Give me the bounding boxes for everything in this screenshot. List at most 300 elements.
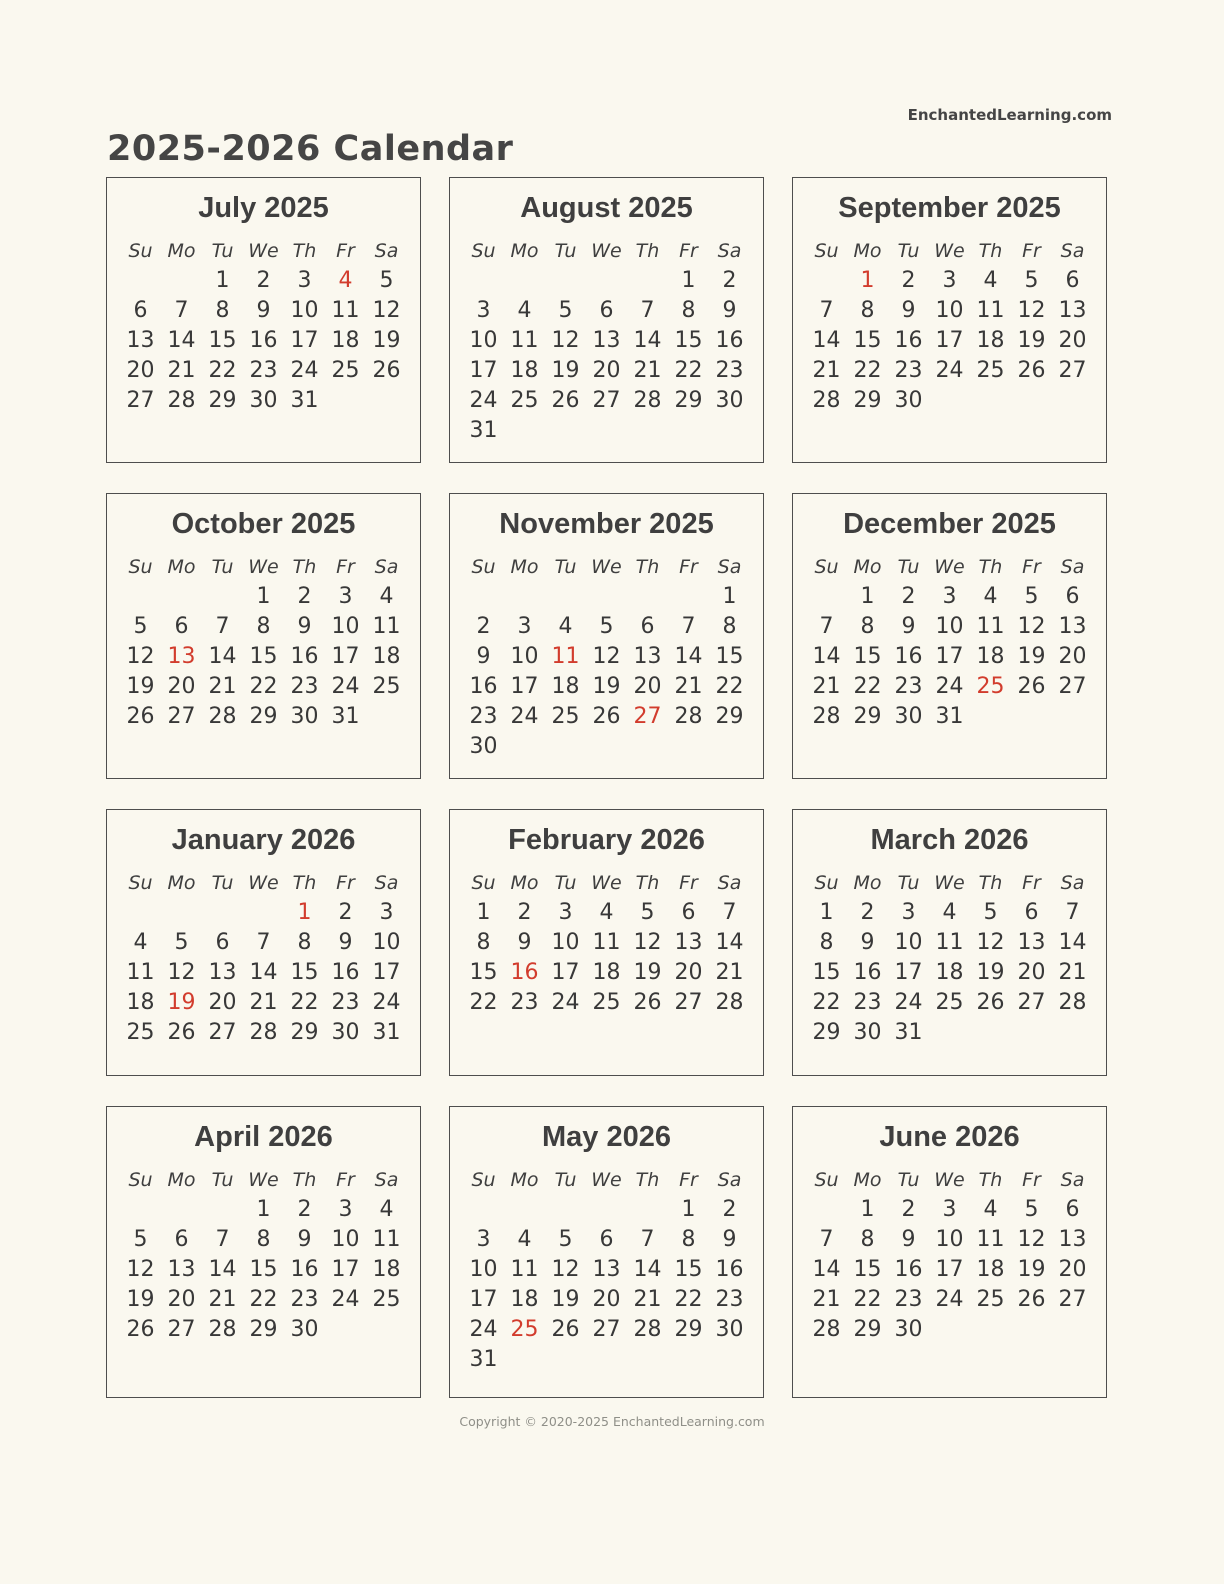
weekday-label: Th [292, 871, 317, 894]
day-cell: 17 [469, 357, 498, 383]
day-cell: 16 [469, 673, 498, 699]
day-cell: 13 [674, 929, 703, 955]
day-cell: 21 [812, 357, 841, 383]
day-cell: 10 [894, 929, 923, 955]
day-cell: 17 [935, 327, 964, 353]
day-cell: 2 [722, 1196, 737, 1222]
weekday-label: Sa [1060, 555, 1085, 578]
day-cell: 20 [1058, 643, 1087, 669]
day-cell: 21 [715, 959, 744, 985]
day-cell: 3 [379, 899, 394, 925]
day-cell: 11 [976, 297, 1005, 323]
day-cell: 10 [510, 643, 539, 669]
empty-day-cell [202, 1195, 243, 1225]
day-cell: 29 [853, 1316, 882, 1342]
day-cell: 18 [592, 959, 621, 985]
day-cell: 24 [290, 357, 319, 383]
day-cell: 25 [592, 989, 621, 1015]
day-cell: 12 [1017, 1226, 1046, 1252]
weekday-label: Sa [374, 239, 399, 262]
day-cell: 3 [338, 1196, 353, 1222]
day-cell: 27 [167, 1316, 196, 1342]
day-cell: 1 [476, 899, 491, 925]
weekday-label: Tu [897, 1168, 920, 1191]
day-cell: 1 [819, 899, 834, 925]
month-title: August 2025 [520, 192, 693, 224]
weekday-label: Mo [510, 555, 539, 578]
site-name-link[interactable]: EnchantedLearning.com [907, 106, 1112, 124]
weekday-label: Tu [554, 1168, 577, 1191]
weekday-label: We [248, 871, 279, 894]
day-cell: 15 [812, 959, 841, 985]
day-cell: 3 [338, 583, 353, 609]
weekday-label: We [591, 555, 622, 578]
day-cell: 22 [674, 1286, 703, 1312]
day-cell: 18 [372, 643, 401, 669]
month-day-grid [806, 552, 1093, 732]
day-cell: 9 [297, 1226, 312, 1252]
day-cell: 22 [249, 673, 278, 699]
day-cell: 15 [853, 643, 882, 669]
day-cell: 18 [331, 327, 360, 353]
day-cell: 1 [256, 1196, 271, 1222]
day-cell: 16 [853, 959, 882, 985]
day-cell: 22 [290, 989, 319, 1015]
empty-day-cell [806, 1195, 847, 1225]
weekday-label: We [248, 1168, 279, 1191]
day-cell: 5 [640, 899, 655, 925]
day-cell: 22 [853, 1286, 882, 1312]
day-cell: 23 [853, 989, 882, 1015]
weekday-label: Mo [510, 239, 539, 262]
day-cell: 4 [517, 1226, 532, 1252]
day-cell: 12 [1017, 297, 1046, 323]
day-cell: 10 [331, 1226, 360, 1252]
day-cell: 24 [372, 989, 401, 1015]
day-cell: 1 [256, 583, 271, 609]
day-cell: 11 [510, 1256, 539, 1282]
day-cell: 8 [681, 1226, 696, 1252]
month-calendar-march-2026 [792, 809, 1107, 1076]
day-cell: 27 [1017, 989, 1046, 1015]
day-cell: 24 [935, 673, 964, 699]
day-cell: 13 [1058, 1226, 1087, 1252]
day-cell: 5 [599, 613, 614, 639]
day-cell: 26 [167, 1019, 196, 1045]
weekday-label: Su [128, 1168, 153, 1191]
day-cell: 12 [551, 327, 580, 353]
day-cell: 7 [215, 613, 230, 639]
month-calendar-september-2025 [792, 177, 1107, 463]
weekday-label: Fr [336, 555, 355, 578]
day-cell: 5 [379, 267, 394, 293]
day-cell: 22 [853, 357, 882, 383]
day-cell: 14 [249, 959, 278, 985]
empty-day-cell [545, 266, 586, 296]
day-cell: 26 [592, 703, 621, 729]
day-cell: 5 [133, 1226, 148, 1252]
day-cell: 29 [249, 1316, 278, 1342]
day-cell: 14 [1058, 929, 1087, 955]
day-cell: 28 [812, 1316, 841, 1342]
day-cell: 3 [297, 267, 312, 293]
day-cell: 29 [674, 387, 703, 413]
day-cell: 10 [935, 613, 964, 639]
weekday-label: We [591, 1168, 622, 1191]
empty-day-cell [504, 582, 545, 612]
day-cell: 4 [599, 899, 614, 925]
day-cell: 5 [983, 899, 998, 925]
day-cell: 17 [935, 643, 964, 669]
day-cell: 24 [469, 1316, 498, 1342]
day-cell: 14 [208, 1256, 237, 1282]
day-cell: 12 [633, 929, 662, 955]
weekday-label: Sa [717, 1168, 742, 1191]
day-cell: 30 [469, 733, 498, 759]
month-day-grid [120, 1165, 407, 1345]
day-cell: 21 [167, 357, 196, 383]
day-cell: 11 [372, 613, 401, 639]
day-cell: 11 [592, 929, 621, 955]
month-calendar-june-2026 [792, 1106, 1107, 1398]
day-cell: 5 [1024, 267, 1039, 293]
day-cell: 18 [510, 357, 539, 383]
day-cell: 23 [290, 1286, 319, 1312]
day-cell: 6 [681, 899, 696, 925]
day-cell: 21 [674, 673, 703, 699]
day-cell: 11 [976, 1226, 1005, 1252]
weekday-label: Mo [167, 239, 196, 262]
day-cell: 9 [338, 929, 353, 955]
month-calendar-january-2026 [106, 809, 421, 1076]
weekday-label: Sa [717, 239, 742, 262]
weekday-label: Mo [167, 555, 196, 578]
day-cell: 3 [942, 267, 957, 293]
day-cell: 28 [715, 989, 744, 1015]
day-cell: 23 [715, 357, 744, 383]
month-day-grid [463, 552, 750, 762]
day-cell: 19 [1017, 1256, 1046, 1282]
day-cell: 23 [510, 989, 539, 1015]
day-cell: 16 [894, 643, 923, 669]
day-cell: 13 [1058, 297, 1087, 323]
empty-day-cell [806, 582, 847, 612]
day-cell: 15 [853, 327, 882, 353]
weekday-label: Th [635, 871, 660, 894]
day-cell: 24 [469, 387, 498, 413]
day-cell: 6 [599, 297, 614, 323]
day-cell: 28 [633, 387, 662, 413]
day-cell: 30 [331, 1019, 360, 1045]
day-cell: 18 [935, 959, 964, 985]
day-cell: 2 [297, 583, 312, 609]
day-cell: 9 [860, 929, 875, 955]
day-cell: 31 [894, 1019, 923, 1045]
day-cell: 19 [1017, 327, 1046, 353]
day-cell: 2 [901, 1196, 916, 1222]
empty-day-cell [120, 1195, 161, 1225]
month-calendar-november-2025 [449, 493, 764, 779]
day-cell: 4 [983, 1196, 998, 1222]
day-cell: 28 [1058, 989, 1087, 1015]
holiday-day-cell: 11 [551, 643, 580, 669]
weekday-label: Fr [679, 555, 698, 578]
day-cell: 3 [476, 297, 491, 323]
day-cell: 27 [592, 387, 621, 413]
day-cell: 9 [901, 297, 916, 323]
day-cell: 27 [208, 1019, 237, 1045]
day-cell: 22 [853, 673, 882, 699]
day-cell: 19 [126, 1286, 155, 1312]
day-cell: 7 [640, 297, 655, 323]
day-cell: 10 [469, 327, 498, 353]
empty-day-cell [161, 1195, 202, 1225]
day-cell: 29 [715, 703, 744, 729]
weekday-label: We [248, 239, 279, 262]
holiday-day-cell: 1 [297, 899, 312, 925]
day-cell: 26 [126, 703, 155, 729]
day-cell: 20 [674, 959, 703, 985]
day-cell: 26 [633, 989, 662, 1015]
day-cell: 2 [901, 267, 916, 293]
day-cell: 11 [331, 297, 360, 323]
weekday-label: Th [292, 555, 317, 578]
day-cell: 8 [256, 1226, 271, 1252]
day-cell: 2 [901, 583, 916, 609]
day-cell: 25 [372, 1286, 401, 1312]
day-cell: 26 [1017, 1286, 1046, 1312]
weekday-label: We [934, 239, 965, 262]
day-cell: 30 [894, 387, 923, 413]
empty-day-cell [545, 582, 586, 612]
day-cell: 5 [558, 1226, 573, 1252]
day-cell: 3 [476, 1226, 491, 1252]
day-cell: 15 [249, 1256, 278, 1282]
day-cell: 26 [551, 1316, 580, 1342]
day-cell: 10 [331, 613, 360, 639]
day-cell: 23 [894, 357, 923, 383]
day-cell: 14 [812, 1256, 841, 1282]
day-cell: 6 [215, 929, 230, 955]
day-cell: 3 [901, 899, 916, 925]
empty-day-cell [161, 266, 202, 296]
empty-day-cell [243, 898, 284, 928]
weekday-label: Fr [1022, 239, 1041, 262]
month-day-grid [806, 1165, 1093, 1345]
day-cell: 13 [208, 959, 237, 985]
weekday-label: We [591, 871, 622, 894]
day-cell: 16 [715, 327, 744, 353]
weekday-label: Su [814, 1168, 839, 1191]
day-cell: 19 [592, 673, 621, 699]
day-cell: 2 [517, 899, 532, 925]
weekday-label: Su [814, 871, 839, 894]
day-cell: 23 [894, 1286, 923, 1312]
day-cell: 29 [249, 703, 278, 729]
weekday-label: Mo [167, 871, 196, 894]
day-cell: 22 [715, 673, 744, 699]
day-cell: 19 [372, 327, 401, 353]
day-cell: 21 [812, 1286, 841, 1312]
day-cell: 23 [715, 1286, 744, 1312]
day-cell: 10 [469, 1256, 498, 1282]
day-cell: 19 [126, 673, 155, 699]
weekday-label: Sa [1060, 1168, 1085, 1191]
weekday-label: Fr [679, 1168, 698, 1191]
day-cell: 25 [976, 1286, 1005, 1312]
weekday-label: Tu [554, 555, 577, 578]
day-cell: 3 [517, 613, 532, 639]
day-cell: 5 [1024, 583, 1039, 609]
empty-day-cell [545, 1195, 586, 1225]
day-cell: 21 [208, 673, 237, 699]
day-cell: 17 [510, 673, 539, 699]
day-cell: 9 [297, 613, 312, 639]
weekday-label: Fr [1022, 871, 1041, 894]
day-cell: 21 [633, 357, 662, 383]
weekday-label: Su [471, 1168, 496, 1191]
month-calendar-february-2026 [449, 809, 764, 1076]
weekday-label: Su [128, 555, 153, 578]
day-cell: 8 [860, 613, 875, 639]
holiday-day-cell: 19 [167, 989, 196, 1015]
day-cell: 23 [290, 673, 319, 699]
day-cell: 2 [476, 613, 491, 639]
day-cell: 7 [681, 613, 696, 639]
day-cell: 27 [1058, 673, 1087, 699]
day-cell: 11 [372, 1226, 401, 1252]
day-cell: 30 [290, 1316, 319, 1342]
day-cell: 3 [942, 583, 957, 609]
day-cell: 7 [174, 297, 189, 323]
day-cell: 16 [715, 1256, 744, 1282]
month-title: April 2026 [194, 1121, 333, 1153]
day-cell: 15 [674, 1256, 703, 1282]
day-cell: 12 [126, 1256, 155, 1282]
day-cell: 15 [208, 327, 237, 353]
weekday-label: Th [292, 239, 317, 262]
day-cell: 4 [379, 1196, 394, 1222]
month-day-grid [120, 552, 407, 732]
day-cell: 28 [208, 703, 237, 729]
day-cell: 17 [290, 327, 319, 353]
day-cell: 8 [722, 613, 737, 639]
empty-day-cell [586, 582, 627, 612]
day-cell: 20 [167, 1286, 196, 1312]
month-title: November 2025 [499, 508, 714, 540]
day-cell: 9 [722, 1226, 737, 1252]
day-cell: 10 [935, 297, 964, 323]
month-title: December 2025 [843, 508, 1056, 540]
day-cell: 17 [331, 643, 360, 669]
weekday-label: Th [635, 239, 660, 262]
day-cell: 12 [167, 959, 196, 985]
weekday-label: We [591, 239, 622, 262]
day-cell: 8 [819, 929, 834, 955]
day-cell: 29 [674, 1316, 703, 1342]
empty-day-cell [120, 582, 161, 612]
weekday-label: Mo [853, 871, 882, 894]
empty-day-cell [120, 266, 161, 296]
day-cell: 4 [983, 267, 998, 293]
day-cell: 4 [983, 583, 998, 609]
weekday-label: Su [471, 555, 496, 578]
day-cell: 25 [372, 673, 401, 699]
empty-day-cell [586, 266, 627, 296]
day-cell: 22 [249, 1286, 278, 1312]
day-cell: 28 [208, 1316, 237, 1342]
weekday-label: Sa [374, 1168, 399, 1191]
day-cell: 10 [935, 1226, 964, 1252]
weekday-label: Su [471, 239, 496, 262]
day-cell: 21 [633, 1286, 662, 1312]
day-cell: 16 [894, 327, 923, 353]
empty-day-cell [627, 266, 668, 296]
day-cell: 20 [208, 989, 237, 1015]
day-cell: 23 [469, 703, 498, 729]
day-cell: 20 [633, 673, 662, 699]
day-cell: 8 [860, 1226, 875, 1252]
empty-day-cell [586, 1195, 627, 1225]
day-cell: 27 [592, 1316, 621, 1342]
day-cell: 25 [126, 1019, 155, 1045]
weekday-label: Su [814, 239, 839, 262]
day-cell: 26 [372, 357, 401, 383]
day-cell: 9 [256, 297, 271, 323]
day-cell: 15 [715, 643, 744, 669]
day-cell: 22 [469, 989, 498, 1015]
month-calendar-may-2026 [449, 1106, 764, 1398]
empty-day-cell [463, 582, 504, 612]
weekday-label: Sa [717, 871, 742, 894]
weekday-label: Tu [554, 871, 577, 894]
day-cell: 24 [331, 1286, 360, 1312]
day-cell: 4 [558, 613, 573, 639]
day-cell: 7 [1065, 899, 1080, 925]
day-cell: 22 [674, 357, 703, 383]
day-cell: 5 [174, 929, 189, 955]
day-cell: 7 [215, 1226, 230, 1252]
day-cell: 26 [1017, 357, 1046, 383]
day-cell: 26 [551, 387, 580, 413]
day-cell: 17 [894, 959, 923, 985]
weekday-label: Fr [679, 871, 698, 894]
day-cell: 20 [1017, 959, 1046, 985]
weekday-label: Su [128, 871, 153, 894]
day-cell: 30 [715, 387, 744, 413]
day-cell: 21 [1058, 959, 1087, 985]
months-grid [106, 177, 1107, 1398]
day-cell: 8 [860, 297, 875, 323]
weekday-label: Tu [211, 239, 234, 262]
day-cell: 1 [722, 583, 737, 609]
day-cell: 11 [126, 959, 155, 985]
day-cell: 28 [674, 703, 703, 729]
day-cell: 13 [126, 327, 155, 353]
day-cell: 11 [935, 929, 964, 955]
day-cell: 11 [976, 613, 1005, 639]
day-cell: 26 [976, 989, 1005, 1015]
day-cell: 4 [517, 297, 532, 323]
holiday-day-cell: 25 [510, 1316, 539, 1342]
month-title: January 2026 [171, 824, 356, 856]
day-cell: 12 [976, 929, 1005, 955]
day-cell: 20 [126, 357, 155, 383]
empty-day-cell [202, 582, 243, 612]
day-cell: 5 [558, 297, 573, 323]
day-cell: 10 [551, 929, 580, 955]
holiday-day-cell: 27 [633, 703, 662, 729]
